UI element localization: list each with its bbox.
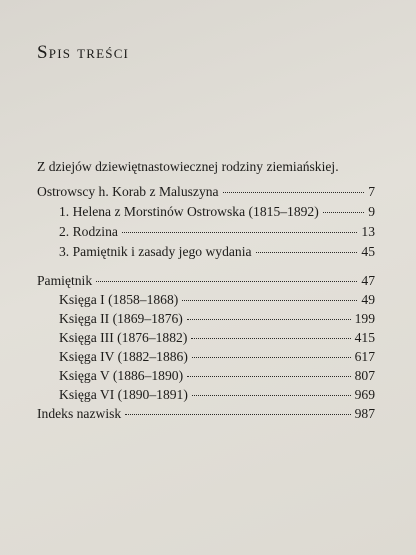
toc-entry: [59, 329, 375, 347]
toc-entry-page: 969: [354, 387, 375, 402]
toc-heading: Spis treści: [37, 42, 130, 63]
toc-entry: [37, 272, 375, 290]
toc-entry-page: 45: [361, 244, 375, 259]
toc-leader-dots: [96, 281, 357, 282]
toc-entry: [59, 367, 375, 385]
toc-leader-dots: [323, 212, 364, 213]
toc-entry: [59, 310, 375, 328]
toc-entry-page: 13: [361, 224, 375, 239]
toc-entry-label: Księga VI (1890–1891): [59, 387, 188, 402]
toc-entry: [59, 243, 375, 261]
toc-entry-page: 987: [354, 406, 375, 421]
toc-entry-page: 807: [354, 368, 375, 383]
toc-entry-page: 199: [354, 311, 375, 326]
toc-entry: [37, 183, 375, 201]
toc-leader-dots: [125, 414, 350, 415]
toc-leader-dots: [256, 252, 358, 253]
toc-entry: [37, 405, 375, 423]
toc-entry: [59, 203, 375, 221]
toc-entry-label: Księga V (1886–1890): [59, 368, 184, 383]
toc-entry-label: Indeks nazwisk: [37, 406, 122, 421]
toc-entry: [59, 348, 375, 366]
toc-entry: [59, 291, 375, 309]
toc-entry-label: 2. Rodzina: [59, 224, 118, 239]
toc-entry-label: Ostrowscy h. Korab z Maluszyna: [37, 184, 219, 199]
toc-entry-page: 9: [368, 204, 375, 219]
toc-leader-dots: [192, 395, 351, 396]
toc-intro-line: Z dziejów dziewiętnastowiecznej rodziny ziemiańskiej.: [37, 159, 339, 174]
toc-entry: [59, 223, 375, 241]
toc-entry-page: 415: [354, 330, 375, 345]
toc-entry-label: Księga II (1869–1876): [59, 311, 183, 326]
toc-entry-page: 7: [368, 184, 375, 199]
toc-leader-dots: [187, 319, 351, 320]
toc-leader-dots: [187, 376, 351, 377]
toc-leader-dots: [223, 192, 365, 193]
toc-entry-label: Księga III (1876–1882): [59, 330, 188, 345]
toc-leader-dots: [182, 300, 357, 301]
toc-entry-label: Księga I (1858–1868): [59, 292, 179, 307]
toc-entry-page: 617: [354, 349, 375, 364]
toc-leader-dots: [122, 232, 358, 233]
toc-entry-label: Księga IV (1882–1886): [59, 349, 188, 364]
toc-leader-dots: [191, 338, 350, 339]
toc-entry: [59, 386, 375, 404]
toc-entry-page: 49: [361, 292, 375, 307]
toc-entry-label: 1. Helena z Morstinów Ostrowska (1815–1892): [59, 204, 319, 219]
toc-entry-page: 47: [361, 273, 375, 288]
toc-leader-dots: [192, 357, 351, 358]
toc-entry-label: Pamiętnik: [37, 273, 93, 288]
toc-entry-label: 3. Pamiętnik i zasady jego wydania: [59, 244, 252, 259]
